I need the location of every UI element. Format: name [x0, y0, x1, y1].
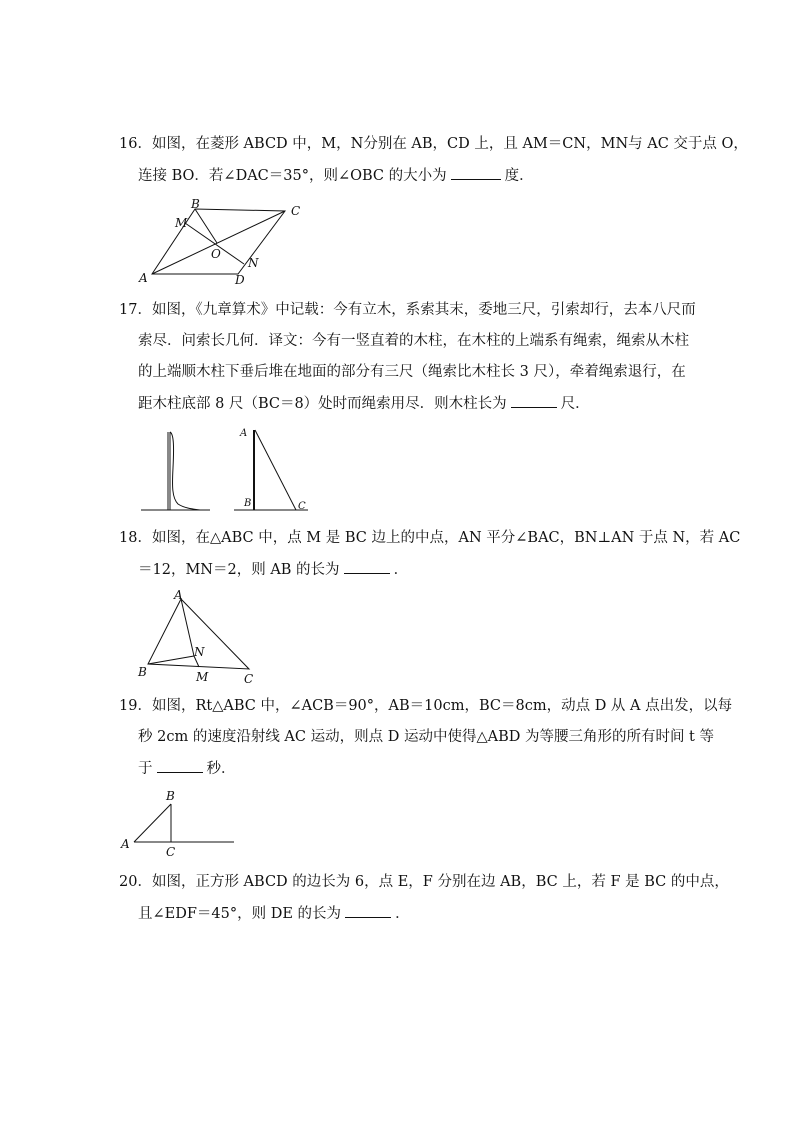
q18-segment-an — [181, 599, 194, 656]
q20-line-2 — [138, 903, 410, 924]
q17-line-4-text: 距木柱底部 8 尺（BC＝8）处时而绳索用尽．则木柱长为 — [138, 396, 507, 412]
q19-label-a: A — [121, 837, 130, 851]
q16-label-d: D — [235, 273, 245, 287]
q18-label-a: A — [174, 588, 183, 602]
q19-label-b: B — [166, 789, 175, 803]
q18-label-n: N — [194, 645, 205, 659]
q20-answer-blank — [345, 903, 391, 918]
q19-answer-blank — [157, 758, 203, 773]
q16-line-2-end: 度． — [504, 168, 534, 184]
q18-label-b: B — [138, 665, 147, 679]
q16-diagonal-ac — [152, 211, 285, 274]
q17-line-2: 索尽．问索长几何．译文：今有一竖直着的木柱，在木柱的上端系有绳索，绳索从木柱 — [138, 333, 689, 349]
q20-line-2-text: 且∠EDF＝45°，则 DE 的长为 — [138, 906, 342, 922]
q17-pole-rope-figure-2 — [234, 426, 324, 516]
q19-segment-ab — [134, 804, 171, 842]
q20-line-1: 20．如图，正方形 ABCD 的边长为 6，点 E，F 分别在边 AB，BC 上，若 F 是 BC 的中点， — [119, 874, 729, 890]
q17-line-4 — [138, 393, 590, 414]
q19-line-1: 19．如图，Rt△ABC 中，∠ACB＝90°，AB＝10cm，BC＝8cm，动点 D 从 A 点出发，以每 — [119, 698, 733, 714]
q16-label-o: O — [211, 247, 221, 261]
q19-triangle-figure — [118, 786, 238, 861]
q18-segment-bn — [148, 656, 194, 664]
q17-answer-blank — [511, 393, 557, 408]
q17-line-3: 的上端顺木柱下垂后堆在地面的部分有三尺（绳索比木柱长 3 尺），牵着绳索退行，在 — [138, 364, 686, 380]
q18-line-2-end: ． — [393, 562, 409, 578]
q19-line-3-text: 于 — [138, 761, 153, 777]
q16-line-2-text: 连接 BO．若∠DAC＝35°，则∠OBC 的大小为 — [138, 168, 447, 184]
q17-label-a: A — [240, 428, 248, 439]
q16-label-c: C — [291, 204, 301, 218]
q18-answer-blank — [344, 559, 390, 574]
q16-line-1: 16．如图，在菱形 ABCD 中，M，N分别在 AB，CD 上，且 AM＝CN，MN与 AC 交于点 O， — [119, 136, 748, 152]
q18-label-m: M — [196, 670, 209, 684]
q16-line-2 — [138, 165, 534, 186]
q16-rhombus-figure — [135, 196, 335, 286]
q17-label-c: C — [298, 501, 306, 512]
q16-answer-blank — [451, 165, 501, 180]
q18-triangle-figure — [134, 588, 264, 686]
q17-line-4-end: 尺． — [560, 396, 590, 412]
q16-label-m: M — [175, 216, 188, 230]
q16-label-n: N — [248, 256, 259, 270]
q17-rope-ac — [255, 430, 296, 510]
q19-line-3-end: 秒． — [206, 761, 236, 777]
q16-label-b: B — [191, 197, 200, 211]
q19-line-3 — [138, 758, 236, 779]
q16-label-a: A — [139, 271, 148, 285]
q17-pole-rope-figure-1 — [138, 428, 218, 518]
q18-line-2 — [138, 559, 408, 580]
q19-label-c: C — [166, 845, 176, 859]
q17-label-b: B — [244, 498, 252, 509]
q18-line-1: 18．如图，在△ABC 中，点 M 是 BC 边上的中点，AN 平分∠BAC，BN⊥AN 于点 N，若 AC — [119, 530, 741, 546]
q17-rope-pile — [170, 432, 200, 510]
q20-line-2-end: ． — [395, 906, 410, 922]
q18-line-2-text: ＝12，MN＝2，则 AB 的长为 — [138, 562, 340, 578]
q17-line-1: 17．如图，《九章算术》中记载：今有立木，系索其末，委地三尺，引索却行，去本八尺而 — [119, 302, 696, 318]
q19-line-2: 秒 2cm 的速度沿射线 AC 运动，则点 D 运动中使得△ABD 为等腰三角形的所有时间 t 等 — [138, 729, 714, 745]
q18-label-c: C — [244, 672, 254, 686]
